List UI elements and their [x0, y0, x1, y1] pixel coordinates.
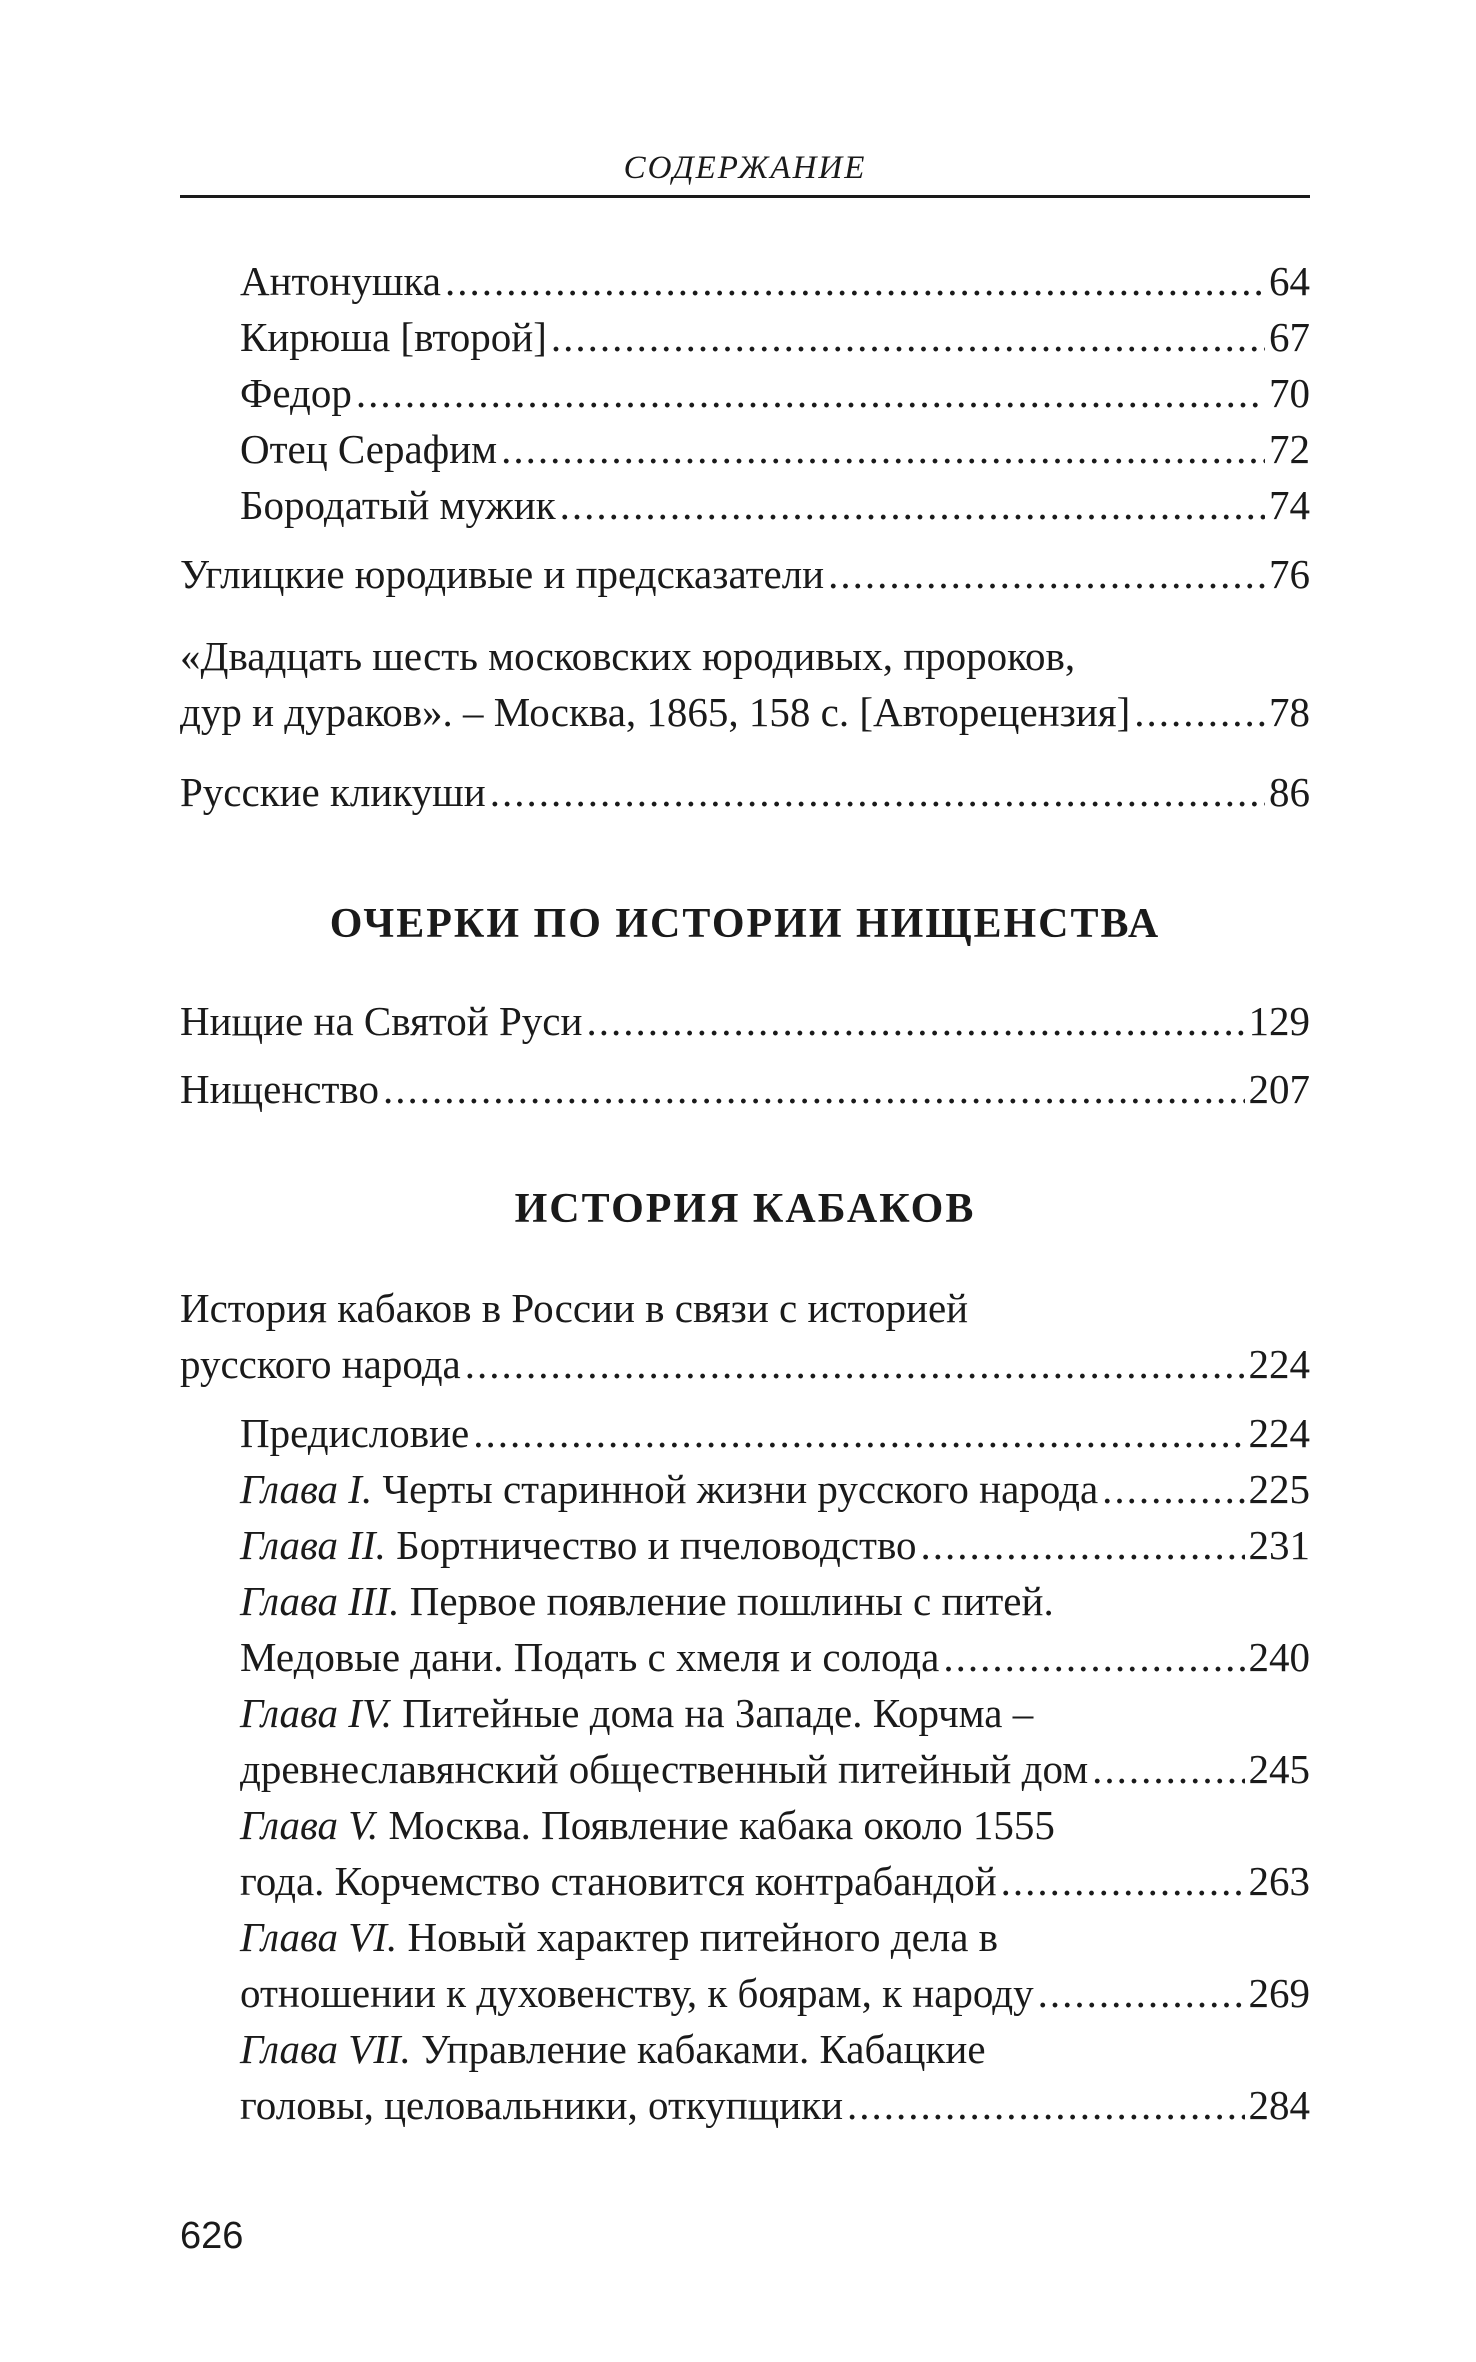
chapter-entry: [240, 1629, 1310, 1685]
leader-dots: [1134, 684, 1265, 740]
chapter-page: 245: [1248, 1746, 1310, 1792]
toc-entry-title: Русские кликуши: [180, 769, 486, 815]
chapter-entry: [240, 1741, 1310, 1797]
chapter-title: Бортничество и пчеловодство: [396, 1522, 917, 1568]
chapter-entry: [240, 1965, 1310, 2021]
leader-dots: [943, 1629, 1244, 1685]
chapter-page: 240: [1248, 1634, 1310, 1680]
toc-entry: [180, 993, 1310, 1049]
toc-entry: [180, 1061, 1310, 1117]
leader-dots: [465, 1336, 1245, 1392]
chapter-page: 269: [1248, 1970, 1310, 2016]
chapter-page: 284: [1248, 2082, 1310, 2128]
section-heading: ИСТОРИЯ КАБАКОВ: [514, 1186, 976, 1232]
chapter-entry-line: [240, 1573, 1054, 1629]
toc-entry: [180, 764, 1310, 820]
toc-entry-page: 86: [1269, 769, 1310, 815]
leader-dots: [551, 309, 1265, 365]
chapter-title: Питейные дома на Западе. Корчма –: [402, 1690, 1034, 1736]
chapter-title: головы, целовальники, откупщики: [240, 2082, 844, 2128]
toc-entry-page: 72: [1269, 426, 1310, 472]
section-heading: ОЧЕРКИ ПО ИСТОРИИ НИЩЕНСТВА: [329, 901, 1161, 947]
toc-entry-page: 67: [1269, 314, 1310, 360]
chapter-page: 225: [1248, 1466, 1310, 1512]
chapter-page: 231: [1248, 1522, 1310, 1568]
chapter-entry-line: [240, 1909, 998, 1965]
leader-dots: [586, 993, 1244, 1049]
toc-entry-line: История кабаков в России в связи с историей: [180, 1285, 969, 1331]
chapter-title: Новый характер питейного дела в: [407, 1914, 999, 1960]
leader-dots: [356, 365, 1265, 421]
leader-dots: [1038, 1965, 1245, 2021]
chapter-label: Глава IV.: [240, 1690, 392, 1736]
leader-dots: [1001, 1853, 1245, 1909]
toc-entry-title: Углицкие юродивые и предсказатели: [180, 551, 825, 597]
chapter-label: Глава V.: [240, 1802, 379, 1848]
chapter-label: Глава VI.: [240, 1914, 398, 1960]
toc-entry: [240, 309, 1310, 365]
chapter-title: Черты старинной жизни русского народа: [382, 1466, 1099, 1512]
leader-dots: [445, 253, 1265, 309]
chapter-label: Глава I.: [240, 1466, 373, 1512]
chapter-title: древнеславянский общественный питейный дом: [240, 1746, 1089, 1792]
leader-dots: [560, 477, 1265, 533]
chapter-entry-line: [240, 1685, 1033, 1741]
chapter-entry: [240, 1517, 1310, 1573]
toc-entry: [180, 684, 1310, 740]
leader-dots: [490, 764, 1265, 820]
toc-entry-page: 78: [1269, 689, 1310, 735]
toc-entry: [240, 365, 1310, 421]
leader-dots: [473, 1405, 1244, 1461]
toc-entry-title: Предисловие: [240, 1410, 470, 1456]
chapter-label: Глава II.: [240, 1522, 386, 1568]
toc-entry-page: 70: [1269, 370, 1310, 416]
toc-entry-title: Кирюша [второй]: [240, 314, 547, 360]
chapter-entry: [240, 1853, 1310, 1909]
chapter-title: Первое появление пошлины с питей.: [409, 1578, 1054, 1624]
toc-entry-page: 76: [1269, 551, 1310, 597]
chapter-page: 263: [1248, 1858, 1310, 1904]
toc-entry-page: 129: [1248, 998, 1310, 1044]
chapter-title: Управление кабаками. Кабацкие: [421, 2026, 986, 2072]
leader-dots: [383, 1061, 1245, 1117]
running-header: СОДЕРЖАНИЕ: [623, 150, 867, 186]
chapter-entry: [240, 2077, 1310, 2133]
toc-entry: [240, 421, 1310, 477]
toc-entry-title: Федор: [240, 370, 352, 416]
toc-entry: [180, 546, 1310, 602]
chapter-title: Медовые дани. Подать с хмеля и солода: [240, 1634, 940, 1680]
toc-entry: [240, 477, 1310, 533]
toc-entry-page: 224: [1248, 1410, 1310, 1456]
toc-entry-title: дур и дураков». – Москва, 1865, 158 с. [Авторецензия]: [180, 689, 1131, 735]
chapter-entry-line: [240, 2021, 986, 2077]
toc-entry-page: 207: [1248, 1066, 1310, 1112]
page-number: 626: [180, 2215, 244, 2257]
toc-entry-title: Антонушка: [240, 258, 441, 304]
toc-entry-title: Отец Серафим: [240, 426, 498, 472]
chapter-entry-line: [240, 1797, 1055, 1853]
toc-entry-page: 64: [1269, 258, 1310, 304]
leader-dots: [1102, 1461, 1244, 1517]
leader-dots: [847, 2077, 1244, 2133]
toc-entry: [180, 1336, 1310, 1392]
chapter-title: отношении к духовенству, к боярам, к народу: [240, 1970, 1034, 2016]
chapter-entry: [240, 1461, 1310, 1517]
chapter-title: Москва. Появление кабака около 1555: [388, 1802, 1055, 1848]
leader-dots: [828, 546, 1265, 602]
leader-dots: [921, 1517, 1245, 1573]
header-rule: [180, 195, 1310, 198]
toc-entry: [240, 253, 1310, 309]
leader-dots: [1092, 1741, 1244, 1797]
leader-dots: [501, 421, 1265, 477]
chapter-label: Глава III.: [240, 1578, 400, 1624]
toc-entry-page: 224: [1248, 1341, 1310, 1387]
toc-entry: [240, 1405, 1310, 1461]
chapter-title: года. Корчемство становится контрабандой: [240, 1858, 997, 1904]
toc-entry-title: Бородатый мужик: [240, 482, 556, 528]
chapter-label: Глава VII.: [240, 2026, 411, 2072]
toc-entry-title: Нищенство: [180, 1066, 379, 1112]
toc-entry-title: русского народа: [180, 1341, 461, 1387]
toc-entry-title: Нищие на Святой Руси: [180, 998, 583, 1044]
toc-entry-line: «Двадцать шесть московских юродивых, пророков,: [180, 633, 1076, 679]
toc-entry-page: 74: [1269, 482, 1310, 528]
